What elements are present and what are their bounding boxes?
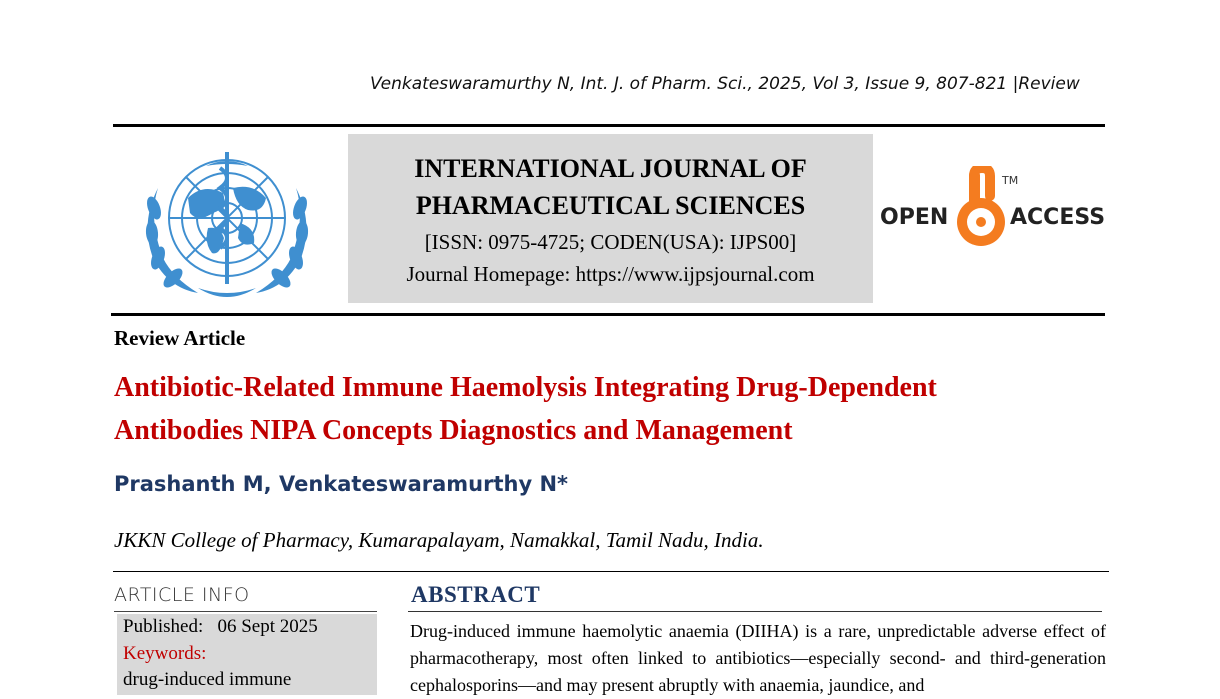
masthead-bottom-rule bbox=[111, 313, 1105, 316]
article-title-line1: Antibiotic-Related Immune Haemolysis Integrating Drug-Dependent bbox=[114, 372, 937, 403]
keywords-label: Keywords: bbox=[123, 643, 207, 664]
article-info-box bbox=[117, 614, 377, 695]
journal-name-line2: PHARMACEUTICAL SCIENCES bbox=[415, 191, 806, 220]
abstract-text: Drug-induced immune haemolytic anaemia (DIIHA) is a rare, unpredictable adverse effect of pharmacotherapy, most often linked to antibiotics—especially second- and third-generation cephalosporins—and may present abruptly with anaemia, jaundice, and bbox=[410, 621, 1106, 695]
author-affiliation: JKKN College of Pharmacy, Kumarapalayam, Namakkal, Tamil Nadu, India. bbox=[114, 528, 764, 552]
article-title bbox=[114, 366, 1104, 452]
trademark-mark: TM bbox=[1002, 174, 1019, 187]
article-info-rule bbox=[114, 611, 377, 612]
section-divider bbox=[113, 571, 1109, 572]
top-rule bbox=[113, 124, 1105, 127]
journal-issn: [ISSN: 0975-4725; CODEN(USA): IJPS00] bbox=[424, 230, 797, 254]
keywords-text: drug-induced immune bbox=[123, 669, 292, 690]
abstract-rule bbox=[408, 611, 1102, 612]
article-authors: Prashanth M, Venkateswaramurthy N* bbox=[114, 472, 569, 496]
article-type: Review Article bbox=[114, 326, 246, 350]
abstract-heading: ABSTRACT bbox=[411, 582, 541, 607]
journal-homepage: Journal Homepage: https://www.ijpsjournal.com bbox=[406, 262, 815, 286]
published-label: Published: bbox=[123, 616, 204, 637]
journal-emblem-logo bbox=[128, 138, 326, 306]
published-date: 06 Sept 2025 bbox=[217, 616, 318, 637]
open-access-open-word: OPEN bbox=[880, 205, 949, 230]
journal-masthead bbox=[348, 134, 873, 303]
open-access-access-word: ACCESS bbox=[1010, 205, 1106, 230]
open-access-logo bbox=[878, 166, 1108, 250]
citation-line: Venkateswaramurthy N, Int. J. of Pharm. Sci., 2025, Vol 3, Issue 9, 807-821 |Review bbox=[370, 74, 1080, 94]
journal-name-line1: INTERNATIONAL JOURNAL OF bbox=[414, 154, 807, 183]
article-info-heading: ARTICLE INFO bbox=[114, 584, 250, 606]
article-title-line2: Antibodies NIPA Concepts Diagnostics and Management bbox=[114, 415, 793, 446]
published-row bbox=[123, 616, 318, 638]
